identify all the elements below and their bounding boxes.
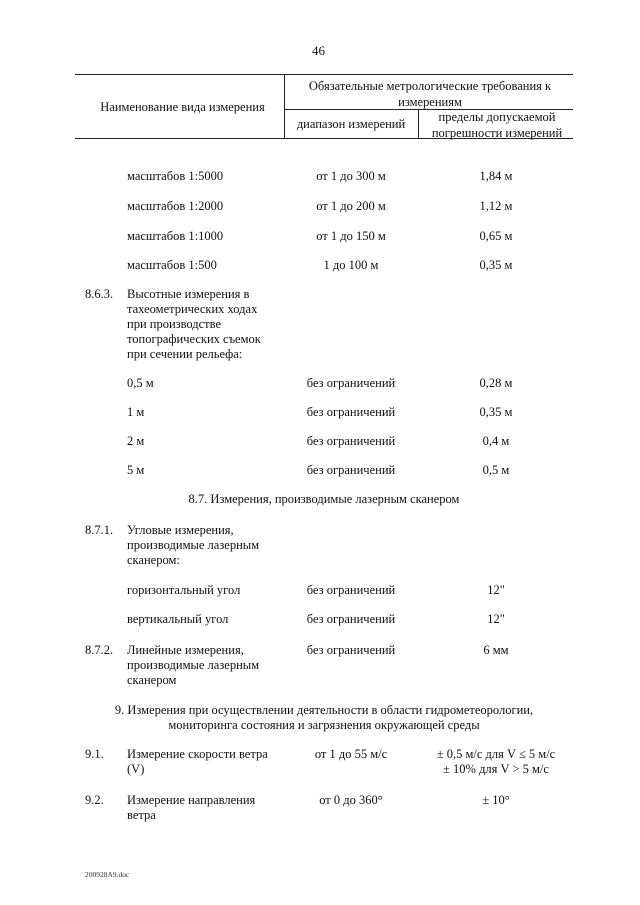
item-text-line: производимые лазерным — [127, 538, 260, 552]
item-number: 8.7.2. — [85, 643, 114, 657]
item-number: 9.1. — [85, 747, 104, 761]
relief-row-name: 1 м — [127, 405, 145, 419]
item-text-line: при сечении рельефа: — [127, 347, 243, 361]
item-text-line: сканером — [127, 673, 177, 687]
relief-row-range: без ограничений — [306, 405, 396, 419]
angle-row-range: без ограничений — [306, 583, 396, 597]
scale-row-error: 0,65 м — [479, 229, 513, 243]
relief-row-error: 0,5 м — [482, 463, 510, 477]
item-text-line: при производстве — [127, 317, 222, 331]
item-text-line: ветра — [127, 808, 156, 822]
scale-row-range: от 1 до 300 м — [316, 169, 386, 183]
item-text-line: Высотные измерения в — [127, 287, 250, 301]
item-range: от 0 до 360° — [319, 793, 383, 807]
item-range: без ограничений — [306, 643, 396, 657]
item-error: 6 мм — [483, 643, 509, 657]
header-col-range: диапазон измерений — [296, 117, 406, 131]
item-text-line: (V) — [127, 762, 145, 776]
item-text-line: Измерение скорости ветра — [127, 747, 268, 761]
header-divider-2 — [418, 109, 419, 138]
relief-row-name: 5 м — [127, 463, 145, 477]
item-number: 8.6.3. — [85, 287, 114, 301]
page-number: 46 — [312, 43, 325, 58]
relief-row-range: без ограничений — [306, 434, 396, 448]
scale-row-range: от 1 до 150 м — [316, 229, 386, 243]
angle-row-name: вертикальный угол — [127, 612, 229, 626]
header-col-group: Обязательные метрологические требования к измерениям — [308, 79, 552, 109]
relief-row-error: 0,35 м — [479, 405, 513, 419]
item-text-line: Линейные измерения, — [127, 643, 244, 657]
section-heading-8-7: 8.7. Измерения, производимые лазерным сканером — [188, 492, 460, 506]
angle-row-error: 12" — [487, 612, 505, 626]
scale-row-range: от 1 до 200 м — [316, 199, 386, 213]
relief-row-range: без ограничений — [306, 463, 396, 477]
item-error: ± 10° — [482, 793, 510, 807]
angle-row-error: 12" — [487, 583, 505, 597]
relief-row-name: 2 м — [127, 434, 145, 448]
scale-row-name: масштабов 1:1000 — [127, 229, 224, 243]
section-heading-9-line1: 9. Измерения при осуществлении деятельности в области гидрометеорологии, — [114, 703, 534, 717]
item-text-line: сканером: — [127, 553, 180, 567]
section-heading-9-line2: мониторинга состояния и загрязнения окружающей среды — [168, 718, 480, 732]
angle-row-range: без ограничений — [306, 612, 396, 626]
item-text-line: Измерение направления — [127, 793, 256, 807]
relief-row-error: 0,4 м — [482, 434, 510, 448]
relief-row-error: 0,28 м — [479, 376, 513, 390]
scale-row-range: 1 до 100 м — [323, 258, 379, 272]
scale-row-error: 1,84 м — [479, 169, 513, 183]
scale-row-name: масштабов 1:5000 — [127, 169, 224, 183]
item-text-line: производимые лазерным — [127, 658, 260, 672]
item-number: 8.7.1. — [85, 523, 114, 537]
header-top-rule — [75, 74, 573, 75]
item-text-line: тахеометрических ходах — [127, 302, 258, 316]
relief-row-name: 0,5 м — [127, 376, 154, 390]
header-col-error: пределы допускаемой погрешности измерений — [431, 110, 563, 140]
angle-row-name: горизонтальный угол — [127, 583, 241, 597]
item-range: от 1 до 55 м/с — [314, 747, 388, 761]
item-text-line: Угловые измерения, — [127, 523, 234, 537]
footer-filename: 200928A9.doc — [85, 870, 130, 879]
item-error-line: ± 10% для V > 5 м/с — [443, 762, 549, 776]
header-col-name: Наименование вида измерения — [100, 100, 265, 114]
scale-row-name: масштабов 1:500 — [127, 258, 217, 272]
scale-row-error: 1,12 м — [479, 199, 513, 213]
relief-row-range: без ограничений — [306, 376, 396, 390]
item-number: 9.2. — [85, 793, 104, 807]
item-text-line: топографических съемок — [127, 332, 261, 346]
scale-row-error: 0,35 м — [479, 258, 513, 272]
header-divider-1 — [284, 74, 285, 138]
scale-row-name: масштабов 1:2000 — [127, 199, 224, 213]
item-error-line: ± 0,5 м/с для V ≤ 5 м/с — [436, 747, 556, 761]
